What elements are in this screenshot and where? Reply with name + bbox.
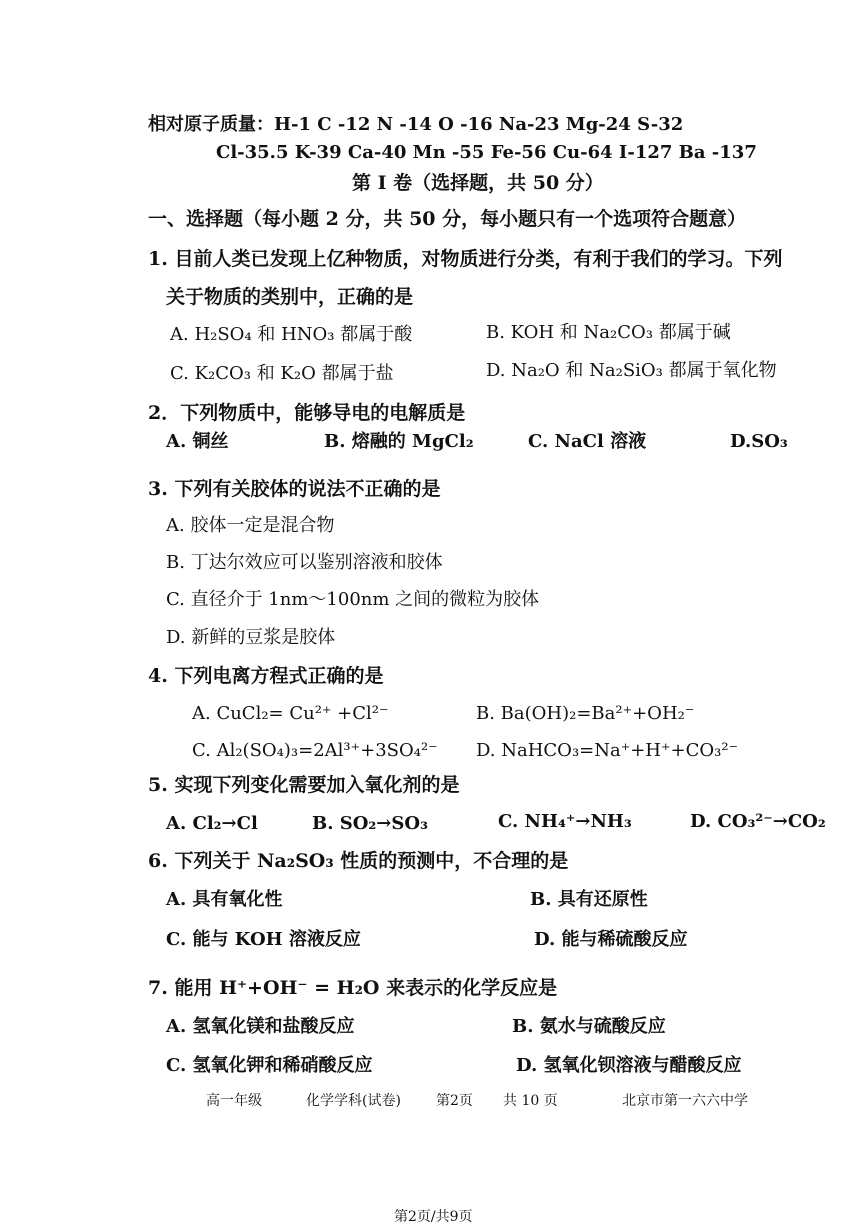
page-indicator: 第2页/共9页 (394, 1209, 473, 1225)
question-2-option-b[interactable]: B. 熔融的 MgCl₂ (324, 431, 474, 452)
question-1-option-b[interactable]: B. KOH 和 Na₂CO₃ 都属于碱 (486, 322, 731, 343)
atomic-masses-line1: 相对原子质量：H-1 C -12 N -14 O -16 Na-23 Mg-24 S-32 (148, 114, 684, 135)
question-6-option-a[interactable]: A. 具有氧化性 (166, 889, 283, 910)
question-2-option-c[interactable]: C. NaCl 溶液 (528, 431, 647, 452)
footer-subject: 化学学科(试卷) (306, 1093, 401, 1109)
question-6-option-b[interactable]: B. 具有还原性 (530, 889, 648, 910)
question-7-option-b[interactable]: B. 氨水与硫酸反应 (512, 1016, 666, 1037)
section-title: 第 I 卷（选择题，共 50 分） (352, 172, 604, 194)
question-6-option-c[interactable]: C. 能与 KOH 溶液反应 (166, 929, 361, 950)
question-3-option-d[interactable]: D. 新鲜的豆浆是胶体 (166, 627, 336, 648)
question-5-option-c[interactable]: C. NH₄⁺→NH₃ (498, 811, 632, 832)
question-6-stem: 6. 下列关于 Na₂SO₃ 性质的预测中，不合理的是 (148, 850, 569, 872)
question-1-option-c[interactable]: C. K₂CO₃ 和 K₂O 都属于盐 (170, 363, 394, 384)
question-4-option-b[interactable]: B. Ba(OH)₂=Ba²⁺+OH₂⁻ (476, 703, 695, 724)
question-3-stem: 3. 下列有关胶体的说法不正确的是 (148, 478, 441, 500)
question-2-option-d[interactable]: D.SO₃ (730, 431, 788, 452)
footer-school: 北京市第一六六中学 (622, 1093, 748, 1109)
question-2-stem: 2．下列物质中，能够导电的电解质是 (148, 402, 466, 424)
footer-grade: 高一年级 (206, 1093, 262, 1109)
question-3-option-a[interactable]: A. 胶体一定是混合物 (166, 515, 335, 536)
question-7-option-d[interactable]: D. 氢氧化钡溶液与醋酸反应 (516, 1055, 742, 1076)
footer-page: 第2页 (436, 1093, 473, 1109)
question-4-option-d[interactable]: D. NaHCO₃=Na⁺+H⁺+CO₃²⁻ (476, 740, 739, 761)
question-5-option-b[interactable]: B. SO₂→SO₃ (312, 813, 428, 834)
question-7-stem: 7. 能用 H⁺+OH⁻ = H₂O 来表示的化学反应是 (148, 977, 558, 999)
question-5-option-d[interactable]: D. CO₃²⁻→CO₂ (690, 811, 826, 832)
question-4-option-c[interactable]: C. Al₂(SO₄)₃=2Al³⁺+3SO₄²⁻ (192, 740, 438, 761)
question-7-option-c[interactable]: C. 氢氧化钾和稀硝酸反应 (166, 1055, 373, 1076)
question-7-option-a[interactable]: A. 氢氧化镁和盐酸反应 (166, 1016, 355, 1037)
question-5-option-a[interactable]: A. Cl₂→Cl (166, 813, 258, 834)
question-1-stem-line1: 1. 目前人类已发现上亿种物质，对物质进行分类，有利于我们的学习。下列 (148, 248, 783, 270)
question-1-option-a[interactable]: A. H₂SO₄ 和 HNO₃ 都属于酸 (170, 324, 413, 345)
question-1-option-d[interactable]: D. Na₂O 和 Na₂SiO₃ 都属于氧化物 (486, 360, 777, 381)
question-3-option-c[interactable]: C. 直径介于 1nm～100nm 之间的微粒为胶体 (166, 589, 540, 610)
footer-total-pages: 共 10 页 (503, 1093, 558, 1109)
question-2-option-a[interactable]: A. 铜丝 (166, 431, 229, 452)
part-title: 一、选择题（每小题 2 分，共 50 分，每小题只有一个选项符合题意） (148, 208, 747, 230)
question-4-stem: 4. 下列电离方程式正确的是 (148, 665, 384, 687)
question-3-option-b[interactable]: B. 丁达尔效应可以鉴别溶液和胶体 (166, 552, 443, 573)
atomic-masses-line2: Cl-35.5 K-39 Ca-40 Mn -55 Fe-56 Cu-64 I-127 Ba -137 (216, 142, 757, 163)
question-6-option-d[interactable]: D. 能与稀硫酸反应 (534, 929, 688, 950)
question-4-option-a[interactable]: A. CuCl₂= Cu²⁺ +Cl²⁻ (192, 703, 389, 724)
question-5-stem: 5. 实现下列变化需要加入氧化剂的是 (148, 774, 460, 796)
question-1-stem-line2: 关于物质的类别中，正确的是 (166, 286, 414, 308)
